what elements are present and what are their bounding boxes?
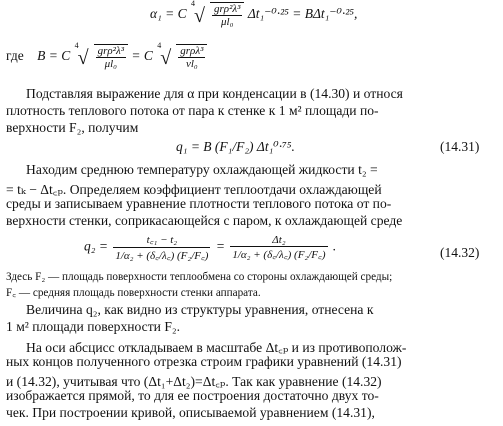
equation-b-definition	[6, 41, 207, 70]
fraction-denominator: 1/α₂ + (δ꜀/λ꜀) (F₂/F꜀)	[115, 250, 209, 262]
paragraph-line: Подставляя выражение для α при конденсации в (14.30) и относя	[26, 86, 403, 101]
paragraph-line: На оси абсцисс откладываем в масштабе Δt꜀ₚ и из противополож-	[26, 340, 407, 355]
root-index: 4	[191, 0, 196, 8]
fourth-root: 4 √ $\frac{\text{grρλ³}}{\text{νl₀}}$	[156, 44, 207, 70]
fraction-numerator: grρλ³	[180, 45, 204, 57]
paragraph-line: плотность теплового потока от пара к стенке к 1 м² площади по-	[6, 103, 379, 118]
paragraph-line: 1 м² площади поверхности F₂.	[6, 319, 181, 334]
fraction-denominator: μl₀	[221, 16, 234, 28]
paragraph-line: чек. При построении кривой, описываемой уравнением (14.31),	[6, 405, 375, 420]
fraction-numerator: grρ²λ³	[97, 45, 125, 57]
paragraph-line: и (14.32), учитывая что (Δt₁+Δt₂)=Δt꜀ₚ. Так как уравнение (14.32)	[6, 374, 382, 389]
paragraph-line: Величина q₂, как видно из структуры уравнения, отнесена к	[26, 302, 374, 317]
equals-c: = C	[131, 48, 153, 64]
equation-alpha1-rhs: Δt₁⁻⁰·²⁵ = BΔt₁⁻⁰·²⁵,	[247, 6, 358, 22]
fraction-denominator: μl₀	[104, 58, 118, 70]
fourth-root: 4 √ $\frac{\text{grρ²λ³}}{\text{μl₀}}$	[190, 2, 244, 28]
equation-b-lhs: B = C	[37, 48, 71, 64]
paragraph-line: верхности F₂, получим	[6, 120, 139, 135]
paragraph-line: изображается прямой, то для ее построения достаточно двух то-	[6, 388, 379, 403]
paragraph-line: Находим среднюю температуру охлаждающей жидкости t₂ =	[26, 162, 378, 177]
equation-q2: q₂ = $\frac{\text{t꜀₁ − t₂}}{\text{1/α₂ + (δ꜀/λ꜀) (F₂/F꜀)}}$ = $\frac{\text{Δt₂}}{\text{1/α₂ + (δ꜀/λ꜀) (F₂/F꜀)}}$ .	[84, 233, 337, 262]
equation-number: (14.32)	[440, 245, 480, 260]
fraction-numerator: Δt₂	[230, 234, 327, 247]
paragraph-line: верхности стенки, соприкасающейся с паром, к охлаждающей среде	[6, 213, 403, 228]
equation-q2-lhs: q₂ =	[84, 238, 108, 254]
note-line: F꜀ — средняя площадь поверхности стенки аппарата.	[6, 287, 261, 299]
fraction-numerator: grρ²λ³	[214, 3, 241, 15]
equation-alpha1-lhs: α₁ = C	[150, 6, 187, 22]
equals-sign: =	[215, 238, 225, 254]
fraction-denominator: νl₀	[185, 58, 198, 70]
equation-number: (14.31)	[440, 139, 480, 154]
equation-q1: q₁ = B (F₁/F₂) Δt₁⁰·⁷⁵.	[176, 139, 295, 154]
fraction-numerator: t꜀₁ − t₂	[113, 232, 210, 248]
note-line: Здесь F₂ — площадь поверхности теплообмена со стороны охлаждающей среды;	[6, 271, 393, 283]
where-label: где	[6, 48, 24, 64]
fraction-denominator: 1/α₂ + (δ꜀/λ꜀) (F₂/F꜀)	[232, 248, 326, 261]
paragraph-line: среды и записываем уравнение плотности теплового потока от по-	[6, 196, 392, 211]
fourth-root: 4 √ $\frac{\text{grρ²λ³}}{\text{μl₀}}$	[74, 44, 128, 70]
paragraph-line: = tₖ − Δt꜀ₚ. Определяем коэффициент теплоотдачи охлаждающей	[6, 182, 382, 197]
paragraph-line: ных концов полученного отрезка строим графики уравнений (14.31)	[6, 354, 402, 369]
equation-alpha1	[150, 2, 357, 28]
